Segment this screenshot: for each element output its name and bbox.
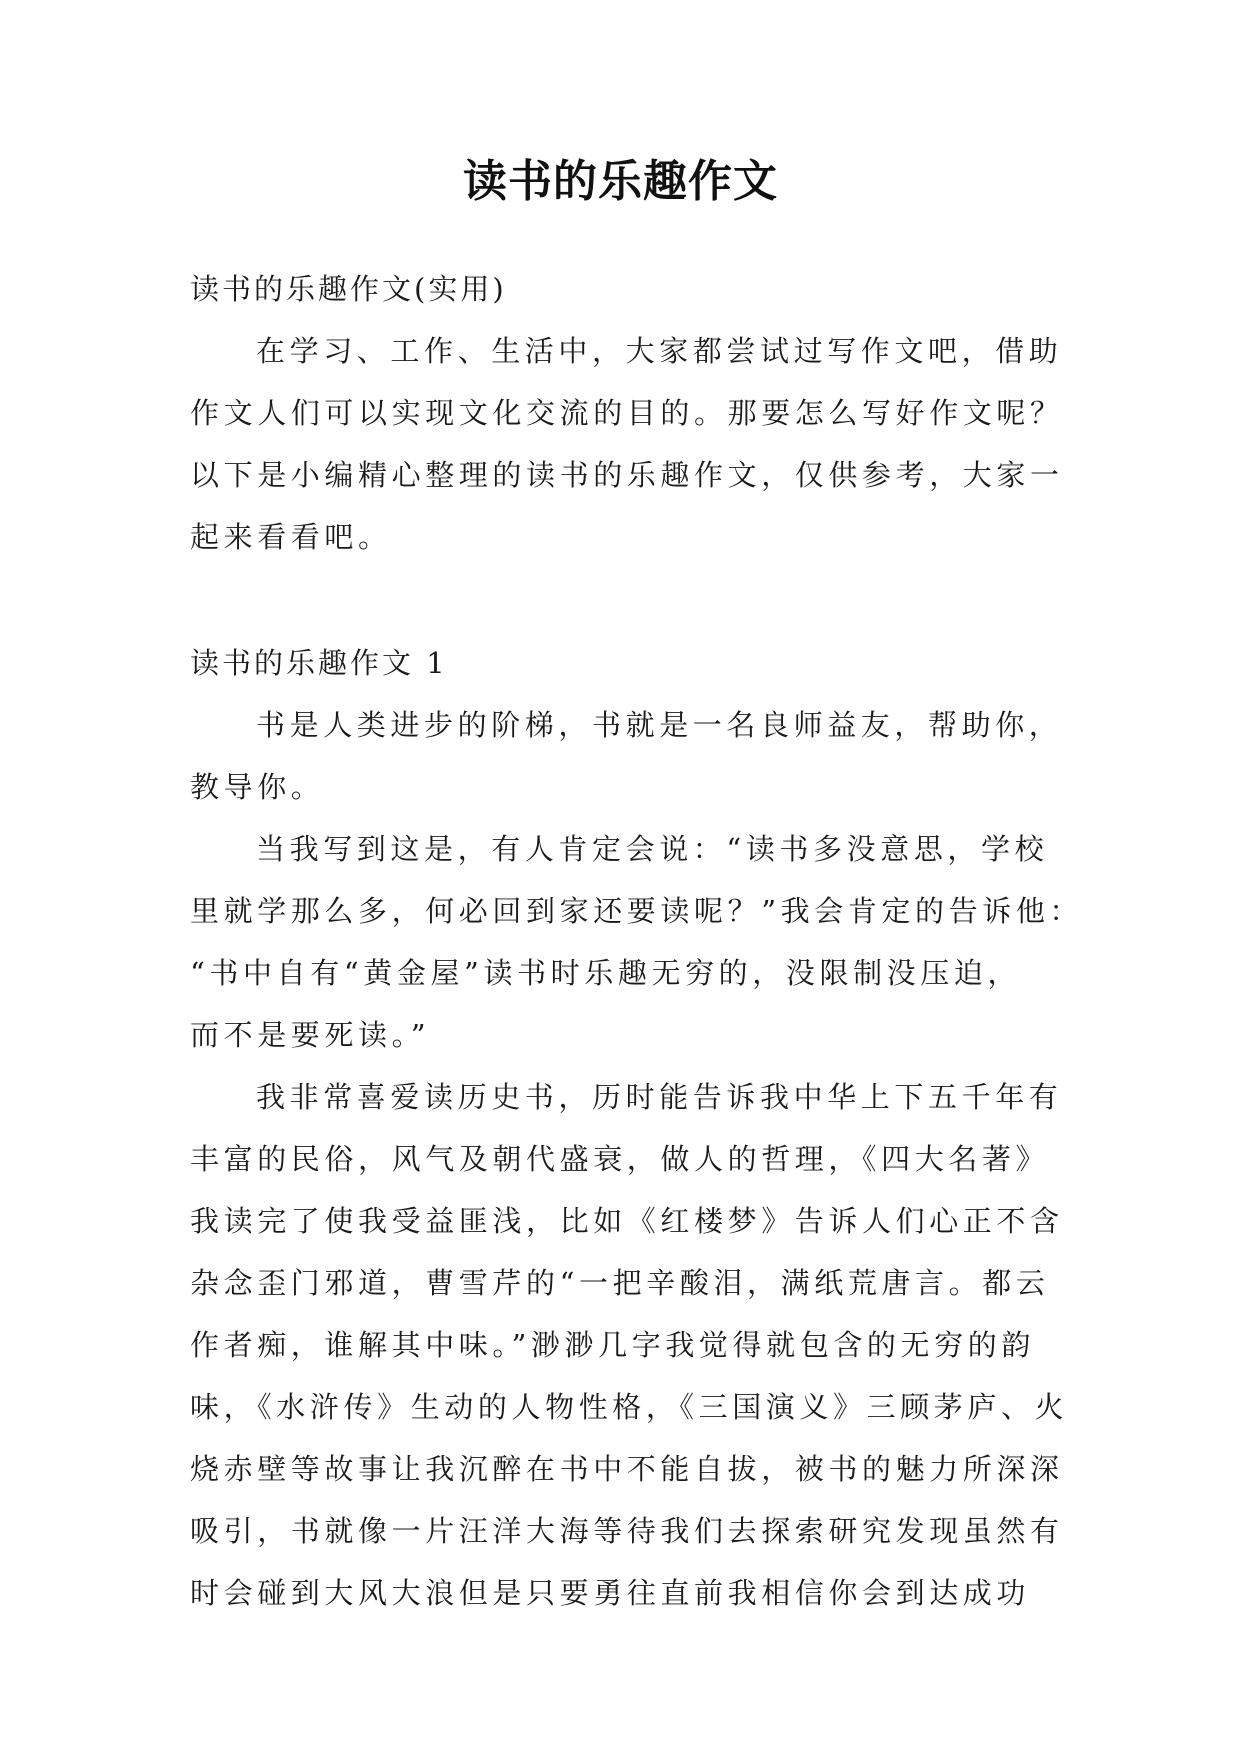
paragraph-line: 起来看看吧。 [190, 520, 392, 554]
paragraph-line: 味，《水浒传》生动的人物性格，《三国演义》三顾茅庐、火 [190, 1390, 1069, 1424]
paragraph-line: 我读完了使我受益匪浅，比如《红楼梦》告诉人们心正不含 [190, 1204, 1064, 1238]
paragraph-line: 作文人们可以实现文化交流的目的。那要怎么写好作文呢？ [190, 396, 1064, 430]
subtitle-line: 读书的乐趣作文(实用) [190, 272, 507, 306]
paragraph-line: 丰富的民俗，风气及朝代盛衰，做人的哲理，《四大名著》 [190, 1142, 1050, 1176]
paragraph-line: 吸引，书就像一片汪洋大海等待我们去探索研究发现虽然有 [190, 1514, 1064, 1548]
paragraph-line: 烧赤壁等故事让我沉醉在书中不能自拔，被书的魅力所深深 [190, 1452, 1064, 1486]
paragraph-line: 作者痴，谁解其中味。”渺渺几字我觉得就包含的无穷的韵 [190, 1328, 1035, 1362]
paragraph-line: 我非常喜爱读历史书，历时能告诉我中华上下五千年有 [256, 1080, 1063, 1114]
document-title: 读书的乐趣作文 [463, 156, 778, 207]
document-body [190, 258, 1084, 1624]
paragraph-line: 当我写到这是，有人肯定会说：“读书多没意思，学校 [256, 832, 1049, 866]
paragraph-line: 杂念歪门邪道，曹雪芹的“一把辛酸泪，满纸荒唐言。都云 [190, 1266, 1050, 1300]
paragraph-line: 而不是要死读。” [190, 1018, 431, 1052]
paragraph-gap [190, 568, 1070, 632]
paragraph-line: “书中自有“黄金屋”读书时乐趣无穷的，没限制没压迫， [190, 956, 1022, 990]
paragraph-line: 里就学那么多，何必回到家还要读呢？”我会肯定的告诉他： [190, 894, 1084, 928]
paragraph-line: 时会碰到大风大浪但是只要勇往直前我相信你会到达成功 [190, 1576, 1031, 1610]
section-heading: 读书的乐趣作文 1 [190, 646, 448, 680]
paragraph-line: 在学习、工作、生活中，大家都尝试过写作文吧，借助 [256, 334, 1063, 368]
paragraph-line: 教导你。 [190, 770, 325, 804]
paragraph-line: 书是人类进步的阶梯，书就是一名良师益友，帮助你， [256, 708, 1063, 742]
paragraph-line: 以下是小编精心整理的读书的乐趣作文，仅供参考，大家一 [190, 458, 1064, 492]
